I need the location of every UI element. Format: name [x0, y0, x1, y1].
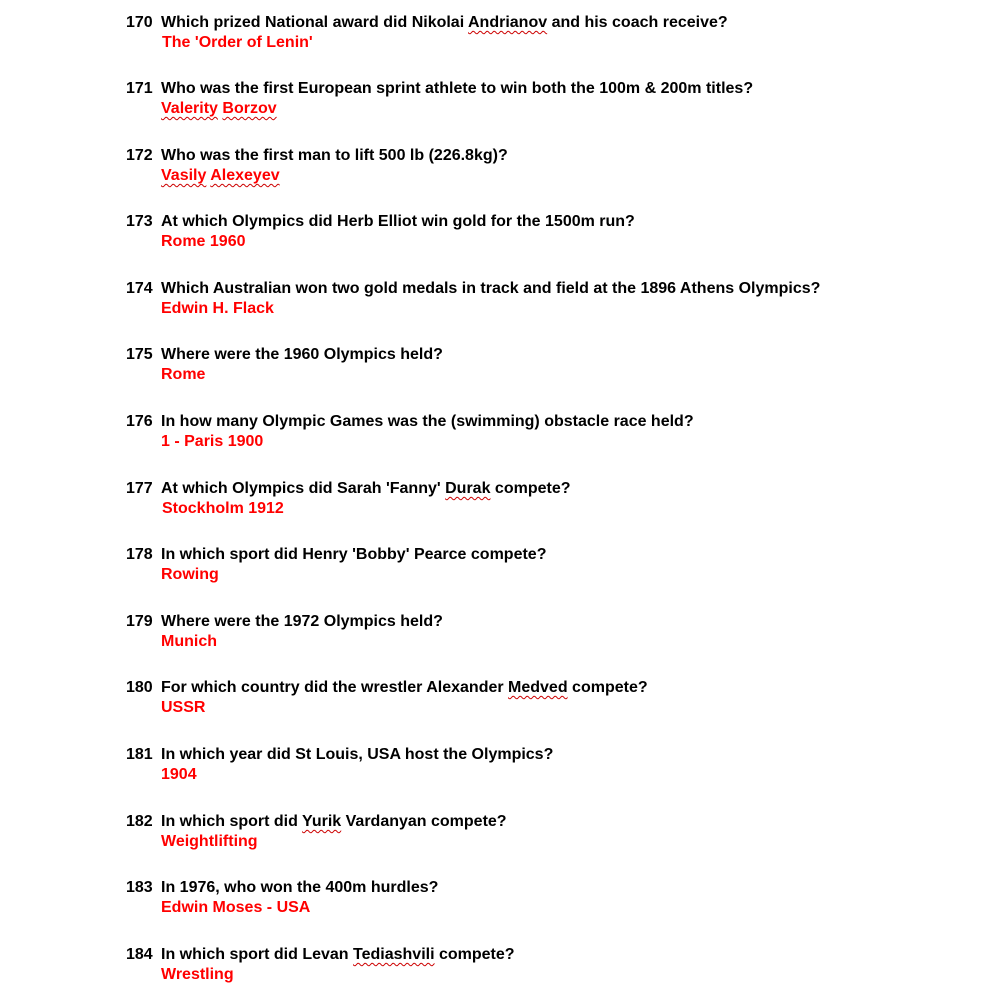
question-text: Who was the first man to lift 500 lb (226.8kg)?: [161, 147, 508, 164]
answer: [161, 365, 205, 384]
question-text: In which sport did Levan: [161, 946, 354, 963]
question-number: 182: [126, 813, 153, 830]
answer: [161, 632, 217, 651]
question-text: Who was the first European sprint athlete to win both the 100m & 200m titles?: [161, 80, 754, 97]
quiz-item: [0, 79, 1000, 139]
answer: [161, 299, 274, 318]
question-number: 178: [126, 546, 153, 563]
quiz-item: [0, 279, 1000, 339]
quiz-item: [0, 479, 1000, 539]
question-text-end: compete?: [490, 480, 571, 497]
question: [126, 678, 648, 697]
question-number: 177: [126, 480, 153, 497]
answer-text: Rome: [161, 366, 206, 383]
answer: [161, 565, 219, 584]
question: [126, 545, 546, 564]
answer: [161, 99, 277, 118]
question-number: 176: [126, 413, 153, 430]
answer: [161, 765, 197, 784]
question-text: At which Olympics did Sarah 'Fanny': [161, 480, 446, 497]
answer-flagged-word: Vasily: [161, 167, 207, 184]
question-text: At which Olympics did Herb Elliot win gold for the 1500m run?: [161, 213, 635, 230]
question-number: 170: [126, 14, 153, 31]
answer-text: Rome 1960: [161, 233, 246, 250]
question-text-end: and his coach receive?: [547, 14, 728, 31]
question-text: Which Australian won two gold medals in track and field at the 1896 Athens Olympics?: [161, 280, 821, 297]
answer: [161, 166, 280, 185]
question-text: In which year did St Louis, USA host the Olympics?: [161, 746, 554, 763]
question: [126, 345, 443, 364]
question-flagged-word: Yurik: [302, 813, 342, 830]
question-number: 174: [126, 280, 153, 297]
quiz-item: [0, 612, 1000, 672]
question-number: 171: [126, 80, 153, 97]
quiz-item: [0, 812, 1000, 872]
answer-text: Rowing: [161, 566, 219, 583]
question: [126, 945, 515, 964]
quiz-item: [0, 212, 1000, 272]
question-text: For which country did the wrestler Alexander: [161, 679, 509, 696]
question: [126, 878, 438, 897]
question-flagged-word: Medved: [508, 679, 568, 696]
quiz-item: [0, 878, 1000, 938]
question-text: Where were the 1972 Olympics held?: [161, 613, 443, 630]
answer-text: 1 - Paris 1900: [161, 433, 264, 450]
quiz-item: [0, 945, 1000, 1005]
question: [126, 146, 508, 165]
answer-text: USSR: [161, 699, 206, 716]
question-text: In which sport did: [161, 813, 303, 830]
answer-flagged-word-2: Borzov: [222, 100, 277, 117]
quiz-item: [0, 545, 1000, 605]
answer: [161, 698, 205, 717]
quiz-item: [0, 678, 1000, 738]
answer: [162, 33, 313, 52]
answer: [161, 965, 234, 984]
answer-flagged-word-2: Alexeyev: [210, 167, 280, 184]
quiz-item: [0, 745, 1000, 805]
question-flagged-word: Andrianov: [468, 14, 548, 31]
quiz-item: [0, 146, 1000, 206]
answer-text: Edwin H. Flack: [161, 300, 274, 317]
answer: [161, 432, 263, 451]
question-flagged-word: Tediashvili: [353, 946, 435, 963]
question-number: 173: [126, 213, 153, 230]
question-text-end: Vardanyan compete?: [341, 813, 507, 830]
question: [126, 212, 635, 231]
question: [126, 412, 694, 431]
answer-text: The 'Order of Lenin': [162, 34, 313, 51]
question-text: In which sport did Henry 'Bobby' Pearce compete?: [161, 546, 547, 563]
answer-text: Edwin Moses - USA: [161, 899, 311, 916]
question: [126, 79, 753, 98]
question-number: 179: [126, 613, 153, 630]
answer-text: 1904: [161, 766, 197, 783]
question: [126, 745, 553, 764]
answer-text: Wrestling: [161, 966, 234, 983]
question-number: 172: [126, 147, 153, 164]
question: [126, 479, 570, 498]
answer-text: Stockholm 1912: [162, 500, 284, 517]
answer: [161, 232, 246, 251]
question-text: Where were the 1960 Olympics held?: [161, 346, 443, 363]
quiz-item: [0, 13, 1000, 73]
question-text-end: compete?: [434, 946, 515, 963]
question-number: 180: [126, 679, 153, 696]
answer: [162, 499, 284, 518]
question: [126, 13, 728, 32]
question-number: 183: [126, 879, 153, 896]
question-number: 175: [126, 346, 153, 363]
answer-text: Weightlifting: [161, 833, 258, 850]
answer-flagged-word: Valerity: [161, 100, 218, 117]
question-number: 184: [126, 946, 153, 963]
question-text: In 1976, who won the 400m hurdles?: [161, 879, 439, 896]
quiz-item: [0, 412, 1000, 472]
question-text: In how many Olympic Games was the (swimming) obstacle race held?: [161, 413, 694, 430]
question-number: 181: [126, 746, 153, 763]
question: [126, 279, 820, 298]
answer: [161, 832, 258, 851]
quiz-item: [0, 345, 1000, 405]
question-flagged-word: Durak: [445, 480, 491, 497]
answer: [161, 898, 310, 917]
question-text: Which prized National award did Nikolai: [161, 14, 468, 31]
answer-text: Munich: [161, 633, 217, 650]
question-text-end: compete?: [567, 679, 648, 696]
question: [126, 612, 443, 631]
question: [126, 812, 507, 831]
